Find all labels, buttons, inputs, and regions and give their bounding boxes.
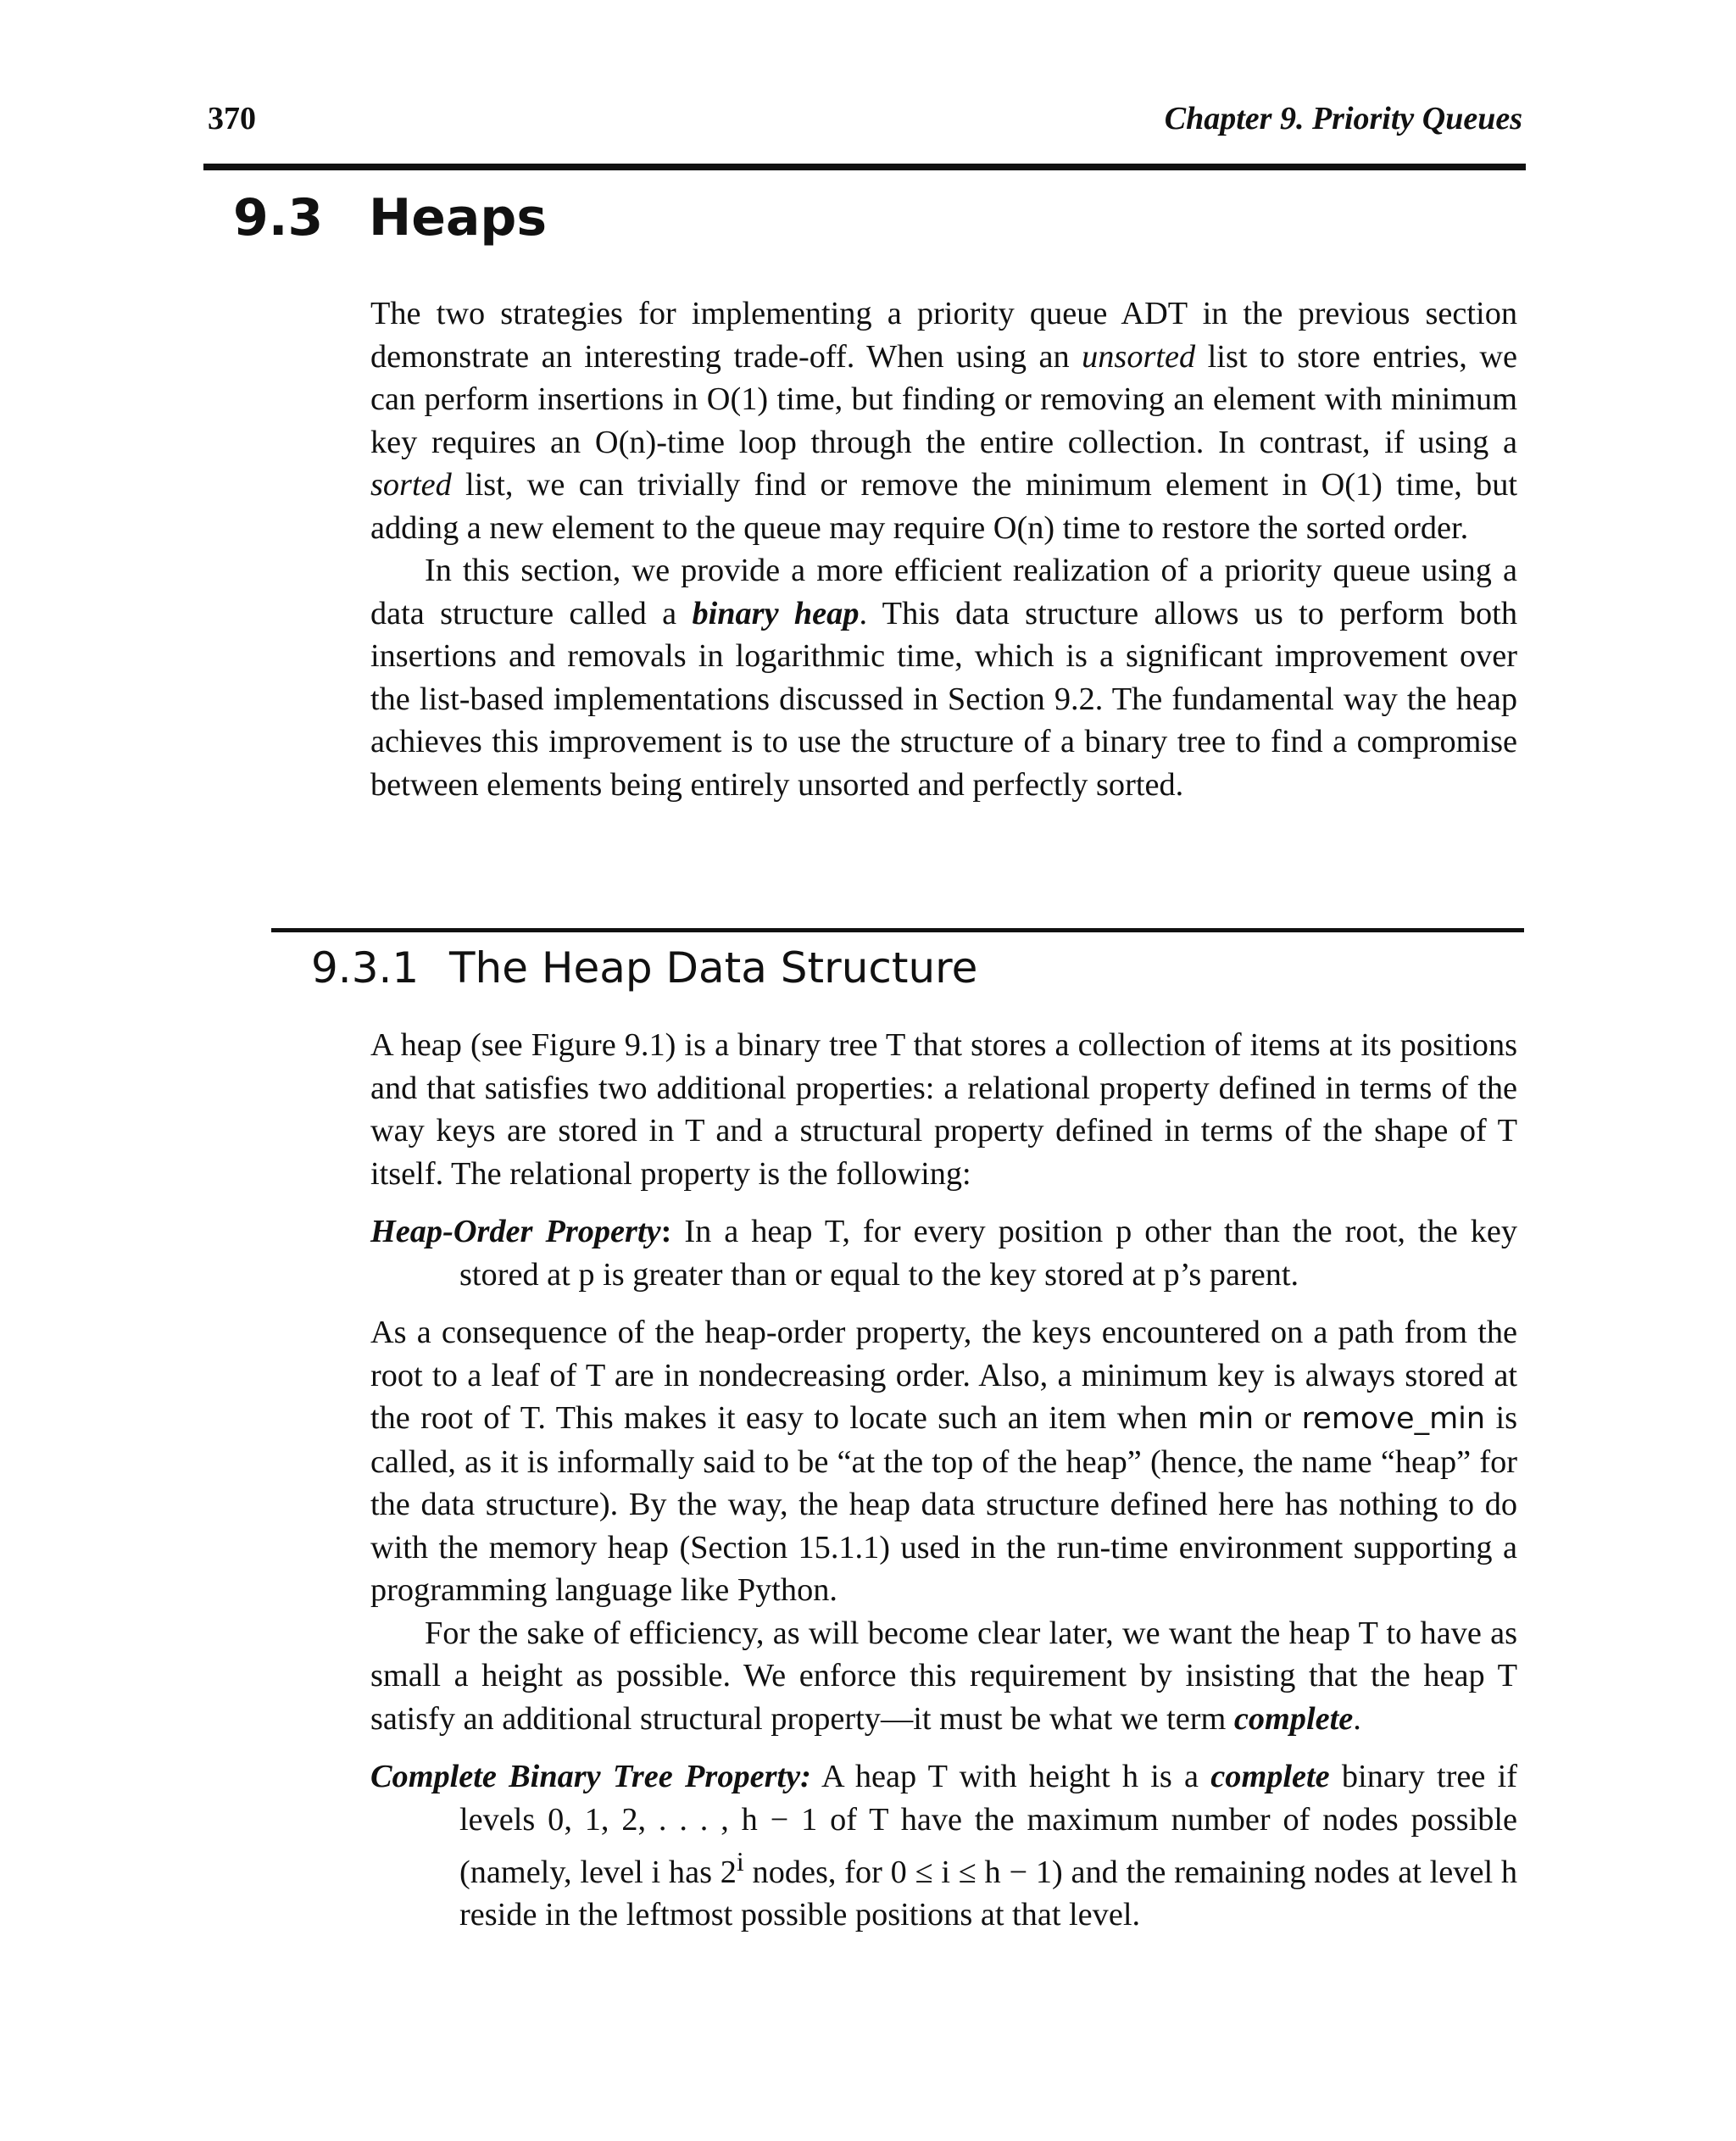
subsection-number: 9.3.1 — [311, 943, 420, 993]
page-number: 370 — [208, 101, 256, 136]
complete-binary-tree-property: Complete Binary Tree Property: A heap T with height h is a complete binary tree if levels 0, 1, 2, . . . , h − 1 of T have the maximum number of nodes possible (namely, level i has 2$^i$ nodes, for 0 ≤ i ≤ h − 1) and the remaining nodes at level h reside in the leftmost possible positions at that level. — [370, 1759, 1518, 1933]
subsection-text — [370, 1024, 1517, 1952]
intro-paragraph-1: The two strategies for implementing a priority queue ADT in the previous section demonstrate an interesting trade-off. When using an unsorted list to store entries, we can perform insertions in O(1) time, but finding or removing an element with minimum key requires an O(n)-time loop through the entire collection. In contrast, if using a sorted list, we can trivially find or remove the minimum element in O(1) time, but adding a new element to the queue may require O(n) time to restore the sorted order. — [370, 296, 1517, 546]
body-paragraph-3: For the sake of efficiency, as will become clear later, we want the heap T to have as small a height as possible. We enforce this requirement by insisting that the heap T satisfy an additional structural property—it must be what we term complete. — [370, 1615, 1517, 1737]
body-paragraph-2: As a consequence of the heap-order property, the keys encountered on a path from the root to a leaf of T are in nondecreasing order. Also, a minimum key is always stored at the root of T. This makes it easy to locate such an item when min or remove_min is called, as it is informally said to be “at the top of the heap” (hence, the name “heap” for the data structure). By the way, the heap data structure defined here has nothing to do with the memory heap (Section 15.1.1) used in the run-time environment supporting a programming language like Python. — [370, 1315, 1517, 1608]
subsection-rule — [271, 928, 1524, 932]
section-heading — [233, 188, 547, 247]
running-header-chapter: Chapter 9. Priority Queues — [1164, 101, 1522, 136]
heap-order-property: Heap-Order Property: In a heap T, for every position p other than the root, the key stored at p is greater than or equal to the key stored at p’s parent. — [370, 1214, 1518, 1293]
intro-text — [370, 292, 1517, 806]
body-paragraph-1: A heap (see Figure 9.1) is a binary tree T that stores a collection of items at its positions and that satisfies two additional properties: a relational property defined in terms of the way keys are stored in T and a structural property defined in terms of the shape of T itself. The relational property is the following: — [370, 1027, 1517, 1192]
section-title: Heaps — [369, 188, 548, 247]
section-number: 9.3 — [233, 188, 324, 247]
subsection-heading — [311, 943, 977, 993]
subsection-title: The Heap Data Structure — [449, 943, 978, 993]
top-rule — [203, 164, 1526, 170]
intro-paragraph-2: In this section, we provide a more efficient realization of a priority queue using a data structure called a binary heap. This data structure allows us to perform both insertions and removals in logarithmic time, which is a significant improvement over the list-based implementations discussed in Section 9.2. The fundamental way the heap achieves this improvement is to use the structure of a binary tree to find a compromise between elements being entirely unsorted and perfectly sorted. — [370, 553, 1517, 803]
